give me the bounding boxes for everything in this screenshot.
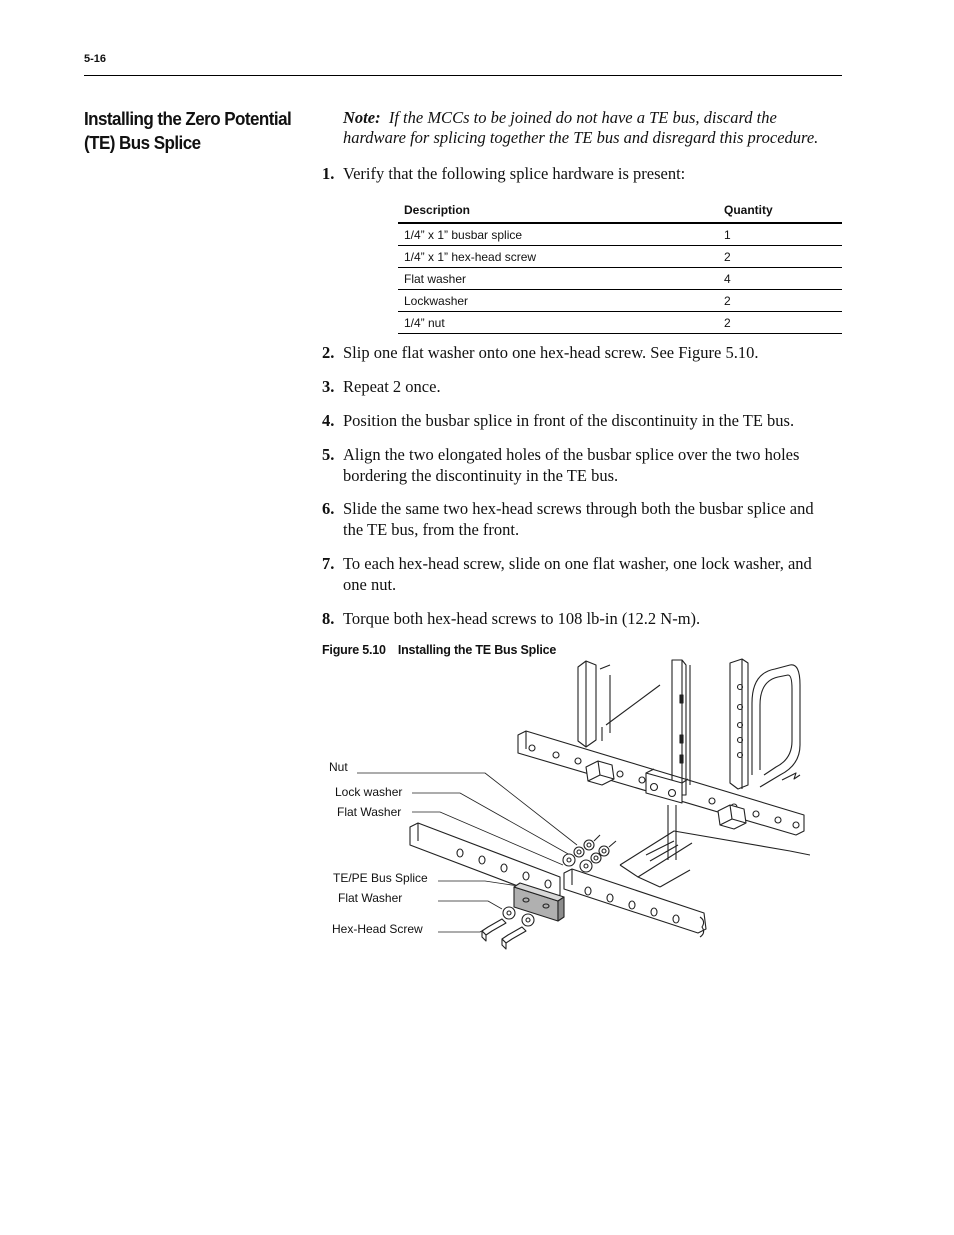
note-text: If the MCCs to be joined do not have a TE bus, discard the hardware for splicing together the TE bus and disregard this procedure. [343,108,819,147]
table-cell-quantity: 4 [718,268,842,290]
table-cell-description: Flat washer [398,268,718,290]
figure-number: Figure 5.10 [322,643,386,657]
figure-title: Installing the TE Bus Splice [397,643,557,657]
step-text: Position the busbar splice in front of the discontinuity in the TE bus. [343,411,795,430]
step-3 [322,376,837,397]
table-row [398,246,842,268]
table-cell-description: 1/4” nut [398,312,718,334]
table-cell-description: 1/4” x 1” busbar splice [398,223,718,246]
floor-channel [620,831,810,887]
callout-nut: Nut [329,760,348,774]
section-title: Installing the Zero Potential (TE) Bus Splice [84,108,292,153]
right-post [730,659,800,789]
step-text: Repeat 2 once. [343,377,441,396]
callout-flat-washer-bottom: Flat Washer [338,891,403,905]
hex-head-screws [482,919,526,949]
step-8 [322,608,837,629]
callout-flat-washer-top: Flat Washer [337,805,402,819]
step-number: 2. [322,343,335,362]
step-6 [322,498,837,540]
step-number: 7. [322,554,335,573]
step-text: Align the two elongated holes of the busbar splice over the two holes bordering the discontinuity in the TE bus. [343,445,800,485]
te-bus-splice-diagram [320,655,810,955]
step-text: Slide the same two hex-head screws through both the busbar splice and the TE bus, from the front. [343,499,814,539]
step-number: 3. [322,377,335,396]
callout-bus-splice: TE/PE Bus Splice [333,871,428,885]
table-row [398,223,842,246]
left-panel-frame [578,661,660,747]
step-number: 6. [322,499,335,518]
step-7 [322,553,837,595]
header-rule [84,75,842,76]
hex-standoff-left [586,761,614,785]
bus-splice-plate [514,883,564,921]
step-1 [322,163,837,184]
step-text: Slip one flat washer onto one hex-head screw. See Figure 5.10. [343,343,759,362]
table-header-row [398,196,842,223]
hex-standoff-right [718,805,746,829]
page-number: 5-16 [84,53,107,65]
step-number: 8. [322,609,335,628]
column-header-description: Description [398,196,718,223]
step-5 [322,444,837,486]
table-row [398,290,842,312]
nut-group [584,835,616,856]
step-text: Torque both hex-head screws to 108 lb-in (12.2 N-m). [343,609,701,628]
table-cell-quantity: 2 [718,290,842,312]
note-label: Note: [343,108,381,127]
step-number: 1. [322,164,335,183]
table-row [398,312,842,334]
table-cell-description: Lockwasher [398,290,718,312]
lower-te-bus-left [410,823,560,899]
table-cell-quantity: 2 [718,246,842,268]
step-text: Verify that the following splice hardware is present: [343,164,686,183]
table-row [398,268,842,290]
step-number: 4. [322,411,335,430]
callout-hex-head-screw: Hex-Head Screw [332,922,423,936]
hardware-table [398,196,842,334]
table-cell-quantity: 2 [718,312,842,334]
step-text: To each hex-head screw, slide on one flat washer, one lock washer, and one nut. [343,554,812,594]
callout-lock-washer: Lock washer [335,785,403,799]
step-4 [322,410,837,431]
lower-te-bus-right [564,869,706,937]
centre-post [668,660,690,860]
column-header-quantity: Quantity [718,196,842,223]
step-number: 5. [322,445,335,464]
table-cell-description: 1/4” x 1” hex-head screw [398,246,718,268]
step-2 [322,342,837,363]
note [343,108,843,148]
table-cell-quantity: 1 [718,223,842,246]
